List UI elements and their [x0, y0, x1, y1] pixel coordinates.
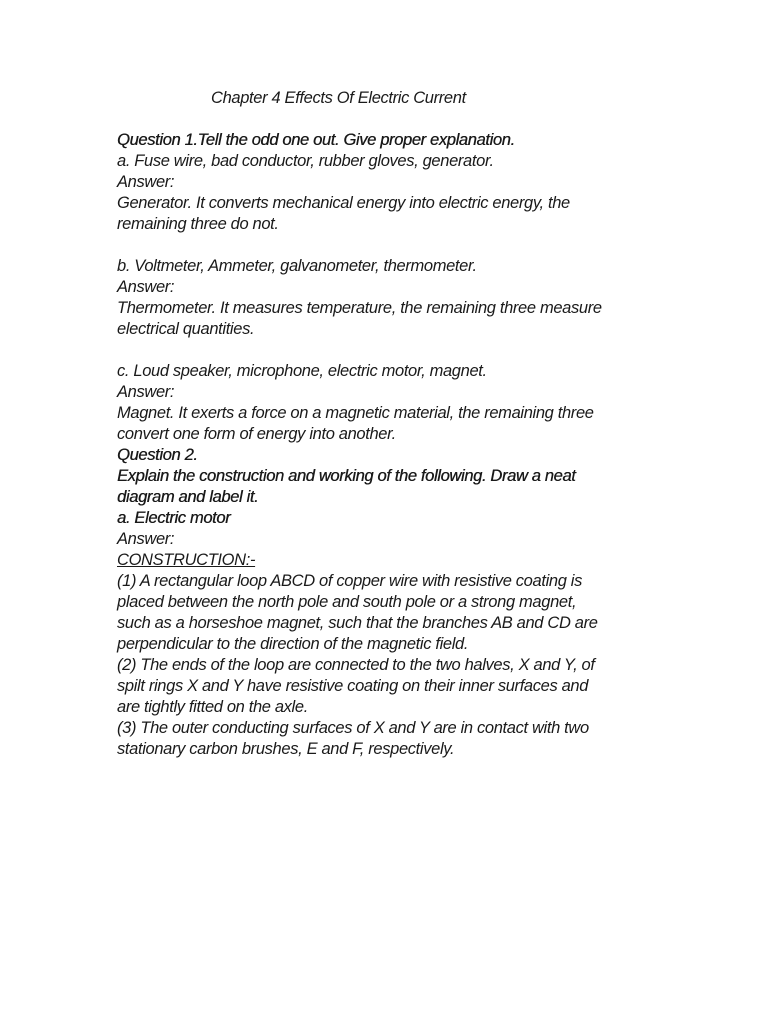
question-2-instruction: Explain the construction and working of the following. Draw a neat [117, 467, 576, 485]
answer-line: convert one form of energy into another. [117, 425, 396, 443]
construction-heading: CONSTRUCTION:- [117, 551, 256, 569]
answer-line: Magnet. It exerts a force on a magnetic material, the remaining three [117, 404, 594, 422]
construction-line: are tightly fitted on the axle. [117, 698, 308, 716]
construction-line: spilt rings X and Y have resistive coating on their inner surfaces and [117, 677, 589, 695]
question-2a-part: a. Electric motor [117, 509, 231, 527]
construction-line: perpendicular to the direction of the magnetic field. [117, 635, 469, 653]
answer-line: remaining three do not. [117, 215, 279, 233]
document-title: Chapter 4 Effects Of Electric Current [211, 89, 466, 107]
question-2-instruction: diagram and label it. [117, 488, 259, 506]
question-2-heading: Question 2. [117, 446, 198, 464]
answer-label: Answer: [117, 278, 175, 296]
paragraph-gap [117, 340, 647, 361]
answer-line: Generator. It converts mechanical energy into electric energy, the [117, 194, 570, 212]
document-body [117, 130, 647, 760]
construction-line: placed between the north pole and south pole or a strong magnet, [117, 593, 577, 611]
construction-line: (1) A rectangular loop ABCD of copper wire with resistive coating is [117, 572, 582, 590]
answer-line: electrical quantities. [117, 320, 255, 338]
construction-line: such as a horseshoe magnet, such that the branches AB and CD are [117, 614, 598, 632]
question-1b-prompt: b. Voltmeter, Ammeter, galvanometer, thermometer. [117, 257, 477, 275]
answer-label: Answer: [117, 383, 175, 401]
question-1c-prompt: c. Loud speaker, microphone, electric motor, magnet. [117, 362, 487, 380]
construction-line: stationary carbon brushes, E and F, respectively. [117, 740, 455, 758]
question-1-heading: Question 1.Tell the odd one out. Give proper explanation. [117, 131, 515, 149]
answer-label: Answer: [117, 530, 175, 548]
answer-line: Thermometer. It measures temperature, the remaining three measure [117, 299, 602, 317]
construction-line: (3) The outer conducting surfaces of X and Y are in contact with two [117, 719, 589, 737]
construction-line: (2) The ends of the loop are connected to the two halves, X and Y, of [117, 656, 595, 674]
answer-label: Answer: [117, 173, 175, 191]
question-1a-prompt: a. Fuse wire, bad conductor, rubber gloves, generator. [117, 152, 494, 170]
paragraph-gap [117, 235, 647, 256]
